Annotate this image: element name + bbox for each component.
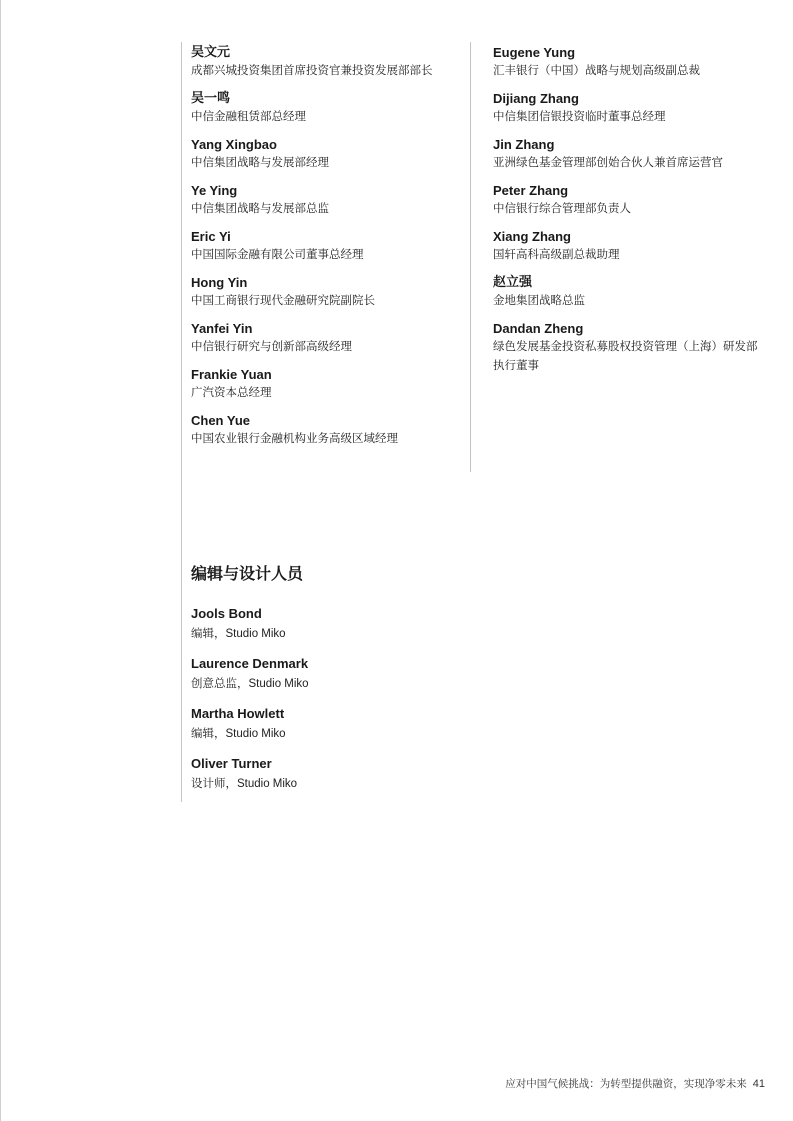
contributor-entry [191, 320, 461, 357]
contributor-name: Eugene Yung [493, 45, 576, 60]
editor-role: 创意总监，Studio Miko [191, 678, 309, 690]
editors-section-title: 编辑与设计人员 [191, 564, 304, 583]
contributor-role: 金地集团战略总监 [493, 295, 585, 307]
page-edge-line [0, 0, 1, 1121]
editor-entry [191, 605, 461, 645]
footer-report-title: 应对中国气候挑战：为转型提供融资，实现净零未来 [505, 1078, 747, 1090]
editor-name: Laurence Denmark [191, 656, 309, 671]
contributor-role: 中信银行综合管理部负责人 [493, 203, 631, 215]
editor-entry [191, 655, 461, 695]
contributors-left-column [191, 44, 461, 458]
editor-role: 编辑，Studio Miko [191, 728, 286, 740]
editor-entry [191, 705, 461, 745]
contributor-role: 汇丰银行（中国）战略与规划高级副总裁 [493, 65, 700, 77]
editor-name: Jools Bond [191, 606, 262, 621]
contributor-entry [493, 90, 763, 127]
contributor-name: Frankie Yuan [191, 367, 272, 382]
contributor-entry [191, 182, 461, 219]
contributor-role: 中信银行研究与创新部高级经理 [191, 341, 352, 353]
contributor-entry [493, 44, 763, 81]
contributor-role: 广汽资本总经理 [191, 387, 272, 399]
middle-column-rule [470, 42, 471, 472]
contributor-name: Hong Yin [191, 275, 248, 290]
contributor-entry [493, 320, 763, 376]
contributor-role: 绿色发展基金投资私募股权投资管理（上海）研发部执行董事 [493, 341, 758, 372]
contributor-name: Jin Zhang [493, 137, 555, 152]
contributor-entry [191, 90, 461, 127]
contributor-role: 成都兴城投资集团首席投资官兼投资发展部部长 [191, 65, 433, 77]
contributor-entry [493, 274, 763, 311]
editor-name: Oliver Turner [191, 756, 272, 771]
contributor-name: 赵立强 [493, 275, 533, 290]
contributor-role: 中信金融租赁部总经理 [191, 111, 306, 123]
contributor-entry [191, 274, 461, 311]
contributor-name: 吴一鸣 [191, 91, 231, 106]
contributor-role: 国轩高科高级副总裁助理 [493, 249, 620, 261]
contributor-role: 中信集团战略与发展部总监 [191, 203, 329, 215]
contributor-role: 中信集团信银投资临时董事总经理 [493, 111, 666, 123]
contributor-role: 亚洲绿色基金管理部创始合伙人兼首席运营官 [493, 157, 723, 169]
contributor-entry [191, 412, 461, 449]
contributor-role: 中国农业银行金融机构业务高级区域经理 [191, 433, 398, 445]
contributor-entry [191, 228, 461, 265]
contributor-name: Yanfei Yin [191, 321, 253, 336]
contributor-name: 吴文元 [191, 45, 231, 60]
editors-list [191, 605, 461, 805]
contributor-name: Ye Ying [191, 183, 238, 198]
contributor-entry [493, 182, 763, 219]
contributor-name: Peter Zhang [493, 183, 569, 198]
contributor-entry [191, 44, 461, 81]
editor-name: Martha Howlett [191, 706, 285, 721]
left-column-rule [181, 42, 182, 802]
contributor-entry [191, 366, 461, 403]
contributor-name: Eric Yi [191, 229, 231, 244]
contributor-name: Dijiang Zhang [493, 91, 579, 106]
contributors-right-column [493, 44, 763, 385]
contributor-role: 中国国际金融有限公司董事总经理 [191, 249, 364, 261]
contributor-entry [493, 136, 763, 173]
contributor-name: Xiang Zhang [493, 229, 571, 244]
editor-role: 编辑，Studio Miko [191, 628, 286, 640]
contributor-name: Dandan Zheng [493, 321, 584, 336]
contributor-role: 中信集团战略与发展部经理 [191, 157, 329, 169]
editor-role: 设计师，Studio Miko [191, 778, 298, 790]
page-footer [505, 1076, 765, 1091]
editor-entry [191, 755, 461, 795]
contributor-role: 中国工商银行现代金融研究院副院长 [191, 295, 375, 307]
page-number: 41 [752, 1078, 765, 1090]
contributor-entry [493, 228, 763, 265]
contributor-name: Yang Xingbao [191, 137, 277, 152]
contributor-name: Chen Yue [191, 413, 251, 428]
contributor-entry [191, 136, 461, 173]
